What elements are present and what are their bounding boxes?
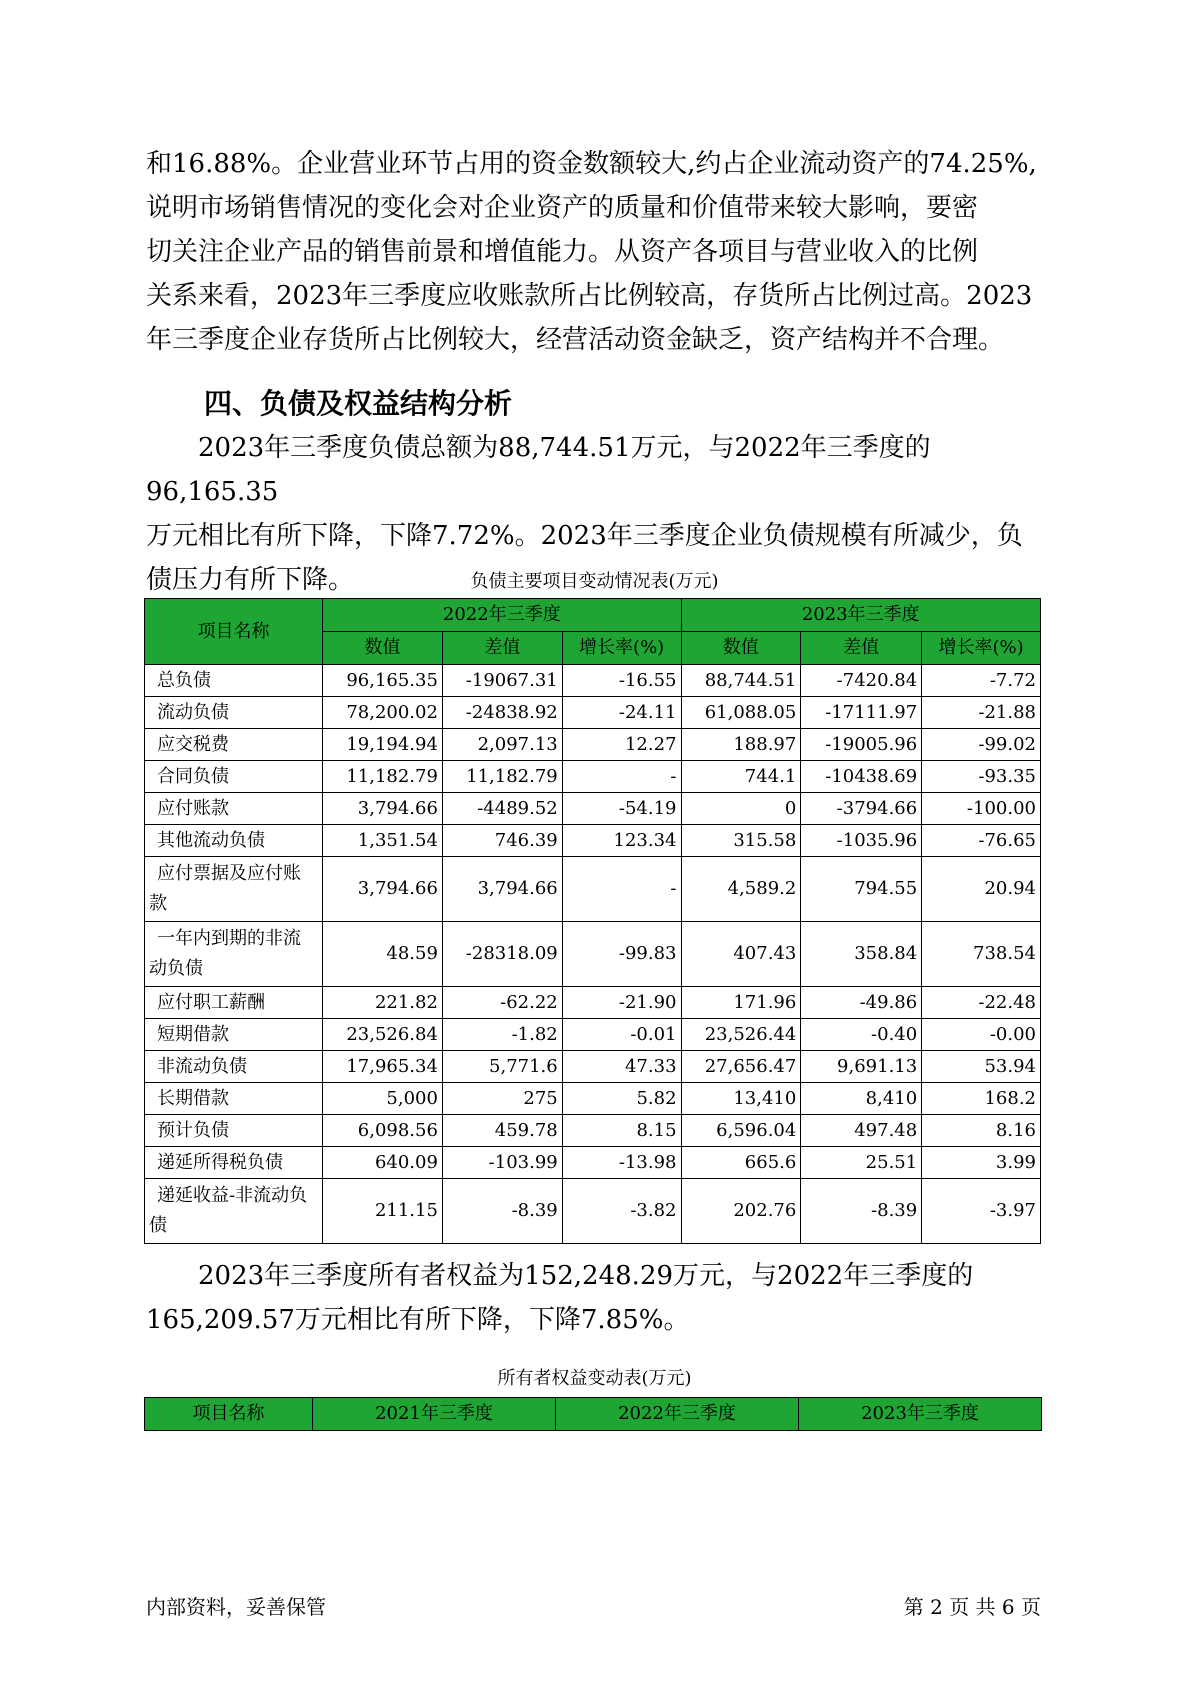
debt-line: 债压力有所下降。 bbox=[146, 565, 355, 595]
cell-value-2022: 17,965.34 bbox=[323, 1051, 443, 1083]
cell-growth-rate-2023: 168.2 bbox=[922, 1083, 1041, 1115]
cell-growth-rate-2022: -13.98 bbox=[562, 1147, 681, 1179]
cell-difference-2023: -17111.97 bbox=[801, 697, 922, 729]
row-item-name: 一年内到期的非流动负债 bbox=[145, 922, 323, 987]
table1-caption: 负债主要项目变动情况表(万元) bbox=[470, 571, 719, 592]
table-row bbox=[145, 1083, 1041, 1115]
equity-table bbox=[144, 1397, 1042, 1431]
cell-value-2022: 48.59 bbox=[323, 922, 443, 987]
row-item-name: 递延收益-非流动负债 bbox=[145, 1179, 323, 1244]
cell-difference-2023: 8,410 bbox=[801, 1083, 922, 1115]
cell-difference-2022: 2,097.13 bbox=[442, 729, 562, 761]
cell-difference-2022: -28318.09 bbox=[442, 922, 562, 987]
cell-value-2022: 78,200.02 bbox=[323, 697, 443, 729]
cell-value-2023: 27,656.47 bbox=[681, 1051, 801, 1083]
equity-line: 2023年三季度所有者权益为152,248.29万元，与2022年三季度的 bbox=[198, 1261, 974, 1291]
intro-line: 和16.88%。企业营业环节占用的资金数额较大,约占企业流动资产的74.25%, bbox=[146, 149, 1037, 179]
cell-growth-rate-2023: -21.88 bbox=[922, 697, 1041, 729]
subheader-growth-rate: 增长率(%) bbox=[562, 632, 681, 665]
cell-growth-rate-2023: -0.00 bbox=[922, 1019, 1041, 1051]
cell-difference-2023: -49.86 bbox=[801, 987, 922, 1019]
intro-line: 切关注企业产品的销售前景和增值能力。从资产各项目与营业收入的比例 bbox=[146, 237, 979, 267]
cell-value-2022: 221.82 bbox=[323, 987, 443, 1019]
table-row bbox=[145, 1179, 1041, 1244]
subheader-value: 数值 bbox=[681, 632, 801, 665]
cell-growth-rate-2022: - bbox=[562, 857, 681, 922]
cell-growth-rate-2023: 8.16 bbox=[922, 1115, 1041, 1147]
cell-value-2022: 1,351.54 bbox=[323, 825, 443, 857]
header-period-2023: 2023年三季度 bbox=[681, 599, 1040, 632]
cell-difference-2022: -24838.92 bbox=[442, 697, 562, 729]
table-row bbox=[145, 825, 1041, 857]
cell-value-2022: 640.09 bbox=[323, 1147, 443, 1179]
cell-value-2023: 407.43 bbox=[681, 922, 801, 987]
subheader-difference: 差值 bbox=[801, 632, 922, 665]
header-period-2022: 2022年三季度 bbox=[556, 1398, 799, 1431]
cell-difference-2023: 358.84 bbox=[801, 922, 922, 987]
cell-difference-2023: -0.40 bbox=[801, 1019, 922, 1051]
cell-difference-2023: -1035.96 bbox=[801, 825, 922, 857]
intro-line: 说明市场销售情况的变化会对企业资产的质量和价值带来较大影响，要密 bbox=[146, 193, 979, 223]
intro-line: 关系来看，2023年三季度应收账款所占比例较高，存货所占比例过高。2023 bbox=[146, 281, 1033, 311]
cell-value-2023: 188.97 bbox=[681, 729, 801, 761]
subheader-value: 数值 bbox=[323, 632, 443, 665]
cell-difference-2023: 497.48 bbox=[801, 1115, 922, 1147]
equity-paragraph bbox=[146, 1254, 1056, 1342]
cell-value-2022: 6,098.56 bbox=[323, 1115, 443, 1147]
table-row bbox=[145, 1051, 1041, 1083]
cell-growth-rate-2023: -22.48 bbox=[922, 987, 1041, 1019]
cell-value-2023: 4,589.2 bbox=[681, 857, 801, 922]
cell-value-2022: 96,165.35 bbox=[323, 665, 443, 697]
row-item-name: 应付职工薪酬 bbox=[145, 987, 323, 1019]
cell-growth-rate-2022: -99.83 bbox=[562, 922, 681, 987]
cell-difference-2023: -10438.69 bbox=[801, 761, 922, 793]
cell-difference-2023: 794.55 bbox=[801, 857, 922, 922]
intro-paragraph bbox=[146, 142, 1056, 362]
cell-value-2022: 19,194.94 bbox=[323, 729, 443, 761]
cell-growth-rate-2022: -21.90 bbox=[562, 987, 681, 1019]
row-item-name: 非流动负债 bbox=[145, 1051, 323, 1083]
cell-difference-2022: -62.22 bbox=[442, 987, 562, 1019]
cell-value-2023: 315.58 bbox=[681, 825, 801, 857]
cell-growth-rate-2023: -3.97 bbox=[922, 1179, 1041, 1244]
header-period-2023: 2023年三季度 bbox=[799, 1398, 1042, 1431]
cell-growth-rate-2022: -16.55 bbox=[562, 665, 681, 697]
equity-line: 165,209.57万元相比有所下降，下降7.85%。 bbox=[146, 1305, 690, 1335]
table-row bbox=[145, 922, 1041, 987]
row-item-name: 递延所得税负债 bbox=[145, 1147, 323, 1179]
row-item-name: 短期借款 bbox=[145, 1019, 323, 1051]
cell-growth-rate-2022: - bbox=[562, 761, 681, 793]
cell-growth-rate-2022: 8.15 bbox=[562, 1115, 681, 1147]
cell-difference-2023: -8.39 bbox=[801, 1179, 922, 1244]
cell-growth-rate-2022: 12.27 bbox=[562, 729, 681, 761]
cell-value-2023: 665.6 bbox=[681, 1147, 801, 1179]
row-item-name: 长期借款 bbox=[145, 1083, 323, 1115]
row-item-name: 应付账款 bbox=[145, 793, 323, 825]
header-period-2021: 2021年三季度 bbox=[313, 1398, 556, 1431]
cell-value-2022: 5,000 bbox=[323, 1083, 443, 1115]
cell-growth-rate-2023: -76.65 bbox=[922, 825, 1041, 857]
row-item-name: 其他流动负债 bbox=[145, 825, 323, 857]
cell-growth-rate-2022: 123.34 bbox=[562, 825, 681, 857]
footer-confidential-note: 内部资料，妥善保管 bbox=[146, 1595, 326, 1619]
debt-line: 万元相比有所下降，下降7.72%。2023年三季度企业负债规模有所减少，负 bbox=[146, 521, 1023, 551]
header-item-name: 项目名称 bbox=[145, 599, 323, 665]
cell-value-2022: 211.15 bbox=[323, 1179, 443, 1244]
cell-growth-rate-2023: -100.00 bbox=[922, 793, 1041, 825]
cell-difference-2022: -19067.31 bbox=[442, 665, 562, 697]
cell-value-2023: 171.96 bbox=[681, 987, 801, 1019]
cell-difference-2023: -19005.96 bbox=[801, 729, 922, 761]
table-row bbox=[145, 793, 1041, 825]
cell-value-2023: 88,744.51 bbox=[681, 665, 801, 697]
cell-difference-2023: 25.51 bbox=[801, 1147, 922, 1179]
cell-value-2022: 3,794.66 bbox=[323, 857, 443, 922]
row-item-name: 预计负债 bbox=[145, 1115, 323, 1147]
row-item-name: 合同负债 bbox=[145, 761, 323, 793]
cell-growth-rate-2023: 53.94 bbox=[922, 1051, 1041, 1083]
cell-difference-2023: -7420.84 bbox=[801, 665, 922, 697]
cell-difference-2022: 3,794.66 bbox=[442, 857, 562, 922]
cell-growth-rate-2022: -0.01 bbox=[562, 1019, 681, 1051]
header-period-2022: 2022年三季度 bbox=[323, 599, 681, 632]
cell-value-2023: 13,410 bbox=[681, 1083, 801, 1115]
cell-growth-rate-2023: -93.35 bbox=[922, 761, 1041, 793]
cell-difference-2022: -103.99 bbox=[442, 1147, 562, 1179]
cell-value-2022: 11,182.79 bbox=[323, 761, 443, 793]
table-row bbox=[145, 697, 1041, 729]
cell-growth-rate-2023: 20.94 bbox=[922, 857, 1041, 922]
section-heading: 四、负债及权益结构分析 bbox=[204, 387, 513, 420]
cell-value-2023: 61,088.05 bbox=[681, 697, 801, 729]
table-row bbox=[145, 987, 1041, 1019]
cell-value-2023: 0 bbox=[681, 793, 801, 825]
cell-difference-2023: -3794.66 bbox=[801, 793, 922, 825]
table-row bbox=[145, 729, 1041, 761]
cell-growth-rate-2022: -3.82 bbox=[562, 1179, 681, 1244]
cell-growth-rate-2023: 3.99 bbox=[922, 1147, 1041, 1179]
subheader-growth-rate: 增长率(%) bbox=[922, 632, 1041, 665]
cell-value-2023: 6,596.04 bbox=[681, 1115, 801, 1147]
liabilities-table-body bbox=[145, 665, 1041, 1244]
cell-growth-rate-2022: 47.33 bbox=[562, 1051, 681, 1083]
cell-difference-2022: -1.82 bbox=[442, 1019, 562, 1051]
cell-difference-2022: 275 bbox=[442, 1083, 562, 1115]
cell-difference-2022: 11,182.79 bbox=[442, 761, 562, 793]
table-row bbox=[145, 1115, 1041, 1147]
header-item-name: 项目名称 bbox=[145, 1398, 313, 1431]
cell-growth-rate-2023: -7.72 bbox=[922, 665, 1041, 697]
cell-growth-rate-2023: -99.02 bbox=[922, 729, 1041, 761]
table-row bbox=[145, 665, 1041, 697]
cell-value-2023: 202.76 bbox=[681, 1179, 801, 1244]
cell-difference-2022: 459.78 bbox=[442, 1115, 562, 1147]
cell-growth-rate-2022: 5.82 bbox=[562, 1083, 681, 1115]
cell-difference-2022: -8.39 bbox=[442, 1179, 562, 1244]
cell-value-2023: 744.1 bbox=[681, 761, 801, 793]
cell-difference-2022: 5,771.6 bbox=[442, 1051, 562, 1083]
table-row bbox=[145, 761, 1041, 793]
subheader-difference: 差值 bbox=[442, 632, 562, 665]
debt-line: 2023年三季度负债总额为88,744.51万元，与2022年三季度的96,165.35 bbox=[146, 433, 931, 507]
row-item-name: 总负债 bbox=[145, 665, 323, 697]
table-row bbox=[145, 1147, 1041, 1179]
cell-value-2022: 3,794.66 bbox=[323, 793, 443, 825]
cell-difference-2022: 746.39 bbox=[442, 825, 562, 857]
cell-growth-rate-2022: -54.19 bbox=[562, 793, 681, 825]
cell-growth-rate-2022: -24.11 bbox=[562, 697, 681, 729]
row-item-name: 应付票据及应付账款 bbox=[145, 857, 323, 922]
cell-value-2022: 23,526.84 bbox=[323, 1019, 443, 1051]
intro-line: 年三季度企业存货所占比例较大，经营活动资金缺乏，资产结构并不合理。 bbox=[146, 325, 1005, 355]
table-row bbox=[145, 1019, 1041, 1051]
cell-value-2023: 23,526.44 bbox=[681, 1019, 801, 1051]
row-item-name: 应交税费 bbox=[145, 729, 323, 761]
table2-caption: 所有者权益变动表(万元) bbox=[497, 1368, 692, 1389]
cell-difference-2023: 9,691.13 bbox=[801, 1051, 922, 1083]
cell-growth-rate-2023: 738.54 bbox=[922, 922, 1041, 987]
row-item-name: 流动负债 bbox=[145, 697, 323, 729]
table-row bbox=[145, 857, 1041, 922]
liabilities-table bbox=[144, 598, 1041, 1244]
footer-page-number: 第 2 页 共 6 页 bbox=[903, 1595, 1041, 1619]
cell-difference-2022: -4489.52 bbox=[442, 793, 562, 825]
